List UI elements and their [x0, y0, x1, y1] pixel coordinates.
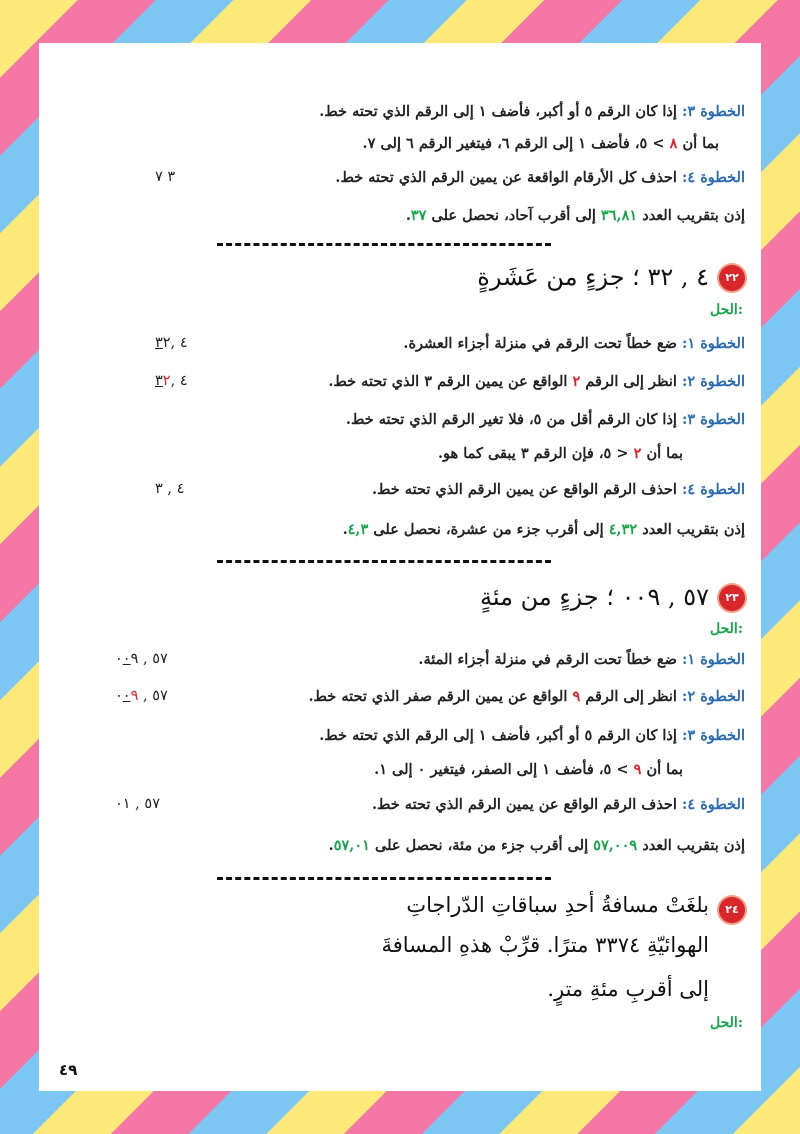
red-digit: ٨: [669, 135, 678, 152]
question-badge-22: ٢٢: [719, 265, 745, 291]
step-text: احذف كل الأرقام الواقعة عن يمين الرقم الذي تحته خط.: [335, 169, 677, 186]
red-digit: ٩: [572, 688, 581, 705]
step-text: الواقع عن يمين الرقم صفر الذي تحته خط.: [308, 688, 568, 705]
dashed-separator: [217, 877, 551, 880]
q22-step2: [55, 373, 745, 399]
top-conclusion: [55, 207, 745, 233]
conclusion-text: إلى أقرب آحاد، نحصل على: [431, 207, 596, 224]
q23-conclusion: [55, 837, 745, 863]
question-badge-24: ٢٤: [719, 897, 745, 923]
number-part: ٤ ,: [170, 335, 188, 351]
conclusion-text: إلى أقرب جزء من عشرة، نحصل على: [373, 521, 604, 538]
green-number: ٣٦,٨١: [600, 207, 638, 224]
step-text: انظر إلى الرقم: [585, 373, 677, 390]
step-label: الخطوة ٤:: [682, 169, 745, 186]
q22-step3-detail: [55, 445, 683, 471]
period: .: [342, 521, 348, 538]
page-number: ٤٩: [59, 1061, 78, 1079]
number-part: ٤ ,: [170, 373, 188, 389]
solution-label: الحل:: [710, 302, 743, 318]
green-number: ٤,٣٢: [608, 521, 638, 538]
step-label: الخطوة ٣:: [682, 411, 745, 428]
question-23-title: ٥٧ , ٠٠٩ ؛ جزءٍ من مئةٍ: [480, 583, 709, 611]
question-badge-23: ٢٣: [719, 585, 745, 611]
green-number: ٣٧: [410, 207, 427, 224]
q23-step1: [55, 651, 745, 677]
detail-text: بما أن: [646, 761, 683, 778]
q23-step4: [55, 796, 745, 822]
number-part: ٩: [130, 651, 139, 667]
dashed-separator: [217, 560, 551, 563]
underlined-digit: ٣: [155, 335, 163, 351]
step-text: ضع خطاً تحت الرقم في منزلة أجزاء العشرة.: [403, 335, 677, 352]
detail-text: < ٥، فإن الرقم ٣ يبقى كما هو.: [437, 445, 629, 462]
step-text: الواقع عن يمين الرقم ٣ الذي تحته خط.: [328, 373, 568, 390]
page-sheet: [39, 43, 761, 1091]
period: .: [405, 207, 411, 224]
conclusion-text: إذن بتقريب العدد: [642, 837, 745, 854]
number-display: [115, 688, 245, 704]
underlined-digit: ٠: [122, 651, 131, 667]
number-display: [155, 335, 235, 351]
period: .: [328, 837, 334, 854]
number-part: ٥٧ , ٠: [115, 651, 168, 667]
step-label: الخطوة ٣:: [682, 727, 745, 744]
detail-text: > ٥، فأضف ١ إلى الصفر، فيتغير ٠ إلى ١.: [374, 761, 629, 778]
conclusion-text: إذن بتقريب العدد: [642, 521, 745, 538]
dashed-separator: [217, 243, 551, 246]
underlined-digit: ٠: [122, 688, 131, 704]
step-text: إذا كان الرقم ٥ أو أكبر، فأضف ١ إلى الرقم الذي تحته خط.: [319, 103, 677, 120]
step-label: الخطوة ٢:: [682, 688, 745, 705]
q23-step2: [55, 688, 745, 714]
top-step4: [55, 169, 745, 195]
solution-label: الحل:: [710, 1015, 743, 1031]
number-part: ٥٧ , ٠: [115, 688, 168, 704]
q22-step3: [55, 411, 745, 437]
step-label: الخطوة ١:: [682, 651, 745, 668]
green-number: ٤,٣: [347, 521, 369, 538]
step-label: الخطوة ٤:: [682, 796, 745, 813]
red-digit: ٢: [572, 373, 581, 390]
red-digit: ٢: [633, 445, 642, 462]
red-digit: ٩: [633, 761, 642, 778]
result-number: ٤ , ٣: [155, 481, 185, 497]
step-text: احذف الرقم الواقع عن يمين الرقم الذي تحته خط.: [371, 796, 677, 813]
q23-step3-detail: [55, 761, 683, 787]
red-digit: ٩: [130, 688, 139, 704]
top-step3-detail: [55, 135, 719, 161]
number-display: [115, 651, 245, 667]
number-display: [155, 373, 235, 389]
top-step3: [55, 103, 745, 129]
step-label: الخطوة ١:: [682, 335, 745, 352]
question-24-line: بلغَتْ مسافةُ أحدِ سباقاتِ الدّراجاتِ: [406, 893, 709, 917]
question-22-title: ٤ , ٣٢ ؛ جزءٍ من عَشَرةٍ: [477, 263, 709, 291]
q23-step3: [55, 727, 745, 753]
step-text: إذا كان الرقم ٥ أو أكبر، فأضف ١ إلى الرقم الذي تحته خط.: [319, 727, 677, 744]
step-label: الخطوة ٣:: [682, 103, 745, 120]
q22-step1: [55, 335, 745, 361]
solution-label: الحل:: [710, 621, 743, 637]
detail-text: > ٥، فأضف ١ إلى الرقم ٦، فيتغير الرقم ٦ إلى ٧.: [362, 135, 665, 152]
q22-step4: [55, 481, 745, 507]
question-24-line: إلى أقربِ مئةِ مترٍ.: [547, 977, 709, 1001]
question-24-line: الهوائيّةِ ٣٣٧٤ مترًا. قرِّبْ هذهِ المسافةَ: [381, 933, 709, 957]
step-label: الخطوة ٤:: [682, 481, 745, 498]
green-number: ٥٧,٠٠٩: [593, 837, 638, 854]
step-text: انظر إلى الرقم: [585, 688, 677, 705]
result-number: ٣ ٧: [155, 169, 176, 185]
detail-text: بما أن: [646, 445, 683, 462]
number-part: ٢: [162, 335, 171, 351]
red-digit: ٢: [162, 373, 171, 389]
step-text: احذف الرقم الواقع عن يمين الرقم الذي تحته خط.: [371, 481, 677, 498]
green-number: ٥٧,٠١: [333, 837, 370, 854]
result-number: ٥٧ , ٠١: [115, 796, 160, 812]
conclusion-text: إذن بتقريب العدد: [642, 207, 745, 224]
step-text: إذا كان الرقم أقل من ٥، فلا تغير الرقم الذي تحته خط.: [345, 411, 677, 428]
detail-text: بما أن: [682, 135, 719, 152]
q22-conclusion: [55, 521, 745, 547]
step-label: الخطوة ٢:: [682, 373, 745, 390]
conclusion-text: إلى أقرب جزء من مئة، نحصل على: [375, 837, 589, 854]
underlined-digit: ٣: [155, 373, 163, 389]
step-text: ضع خطاً تحت الرقم في منزلة أجزاء المئة.: [418, 651, 677, 668]
